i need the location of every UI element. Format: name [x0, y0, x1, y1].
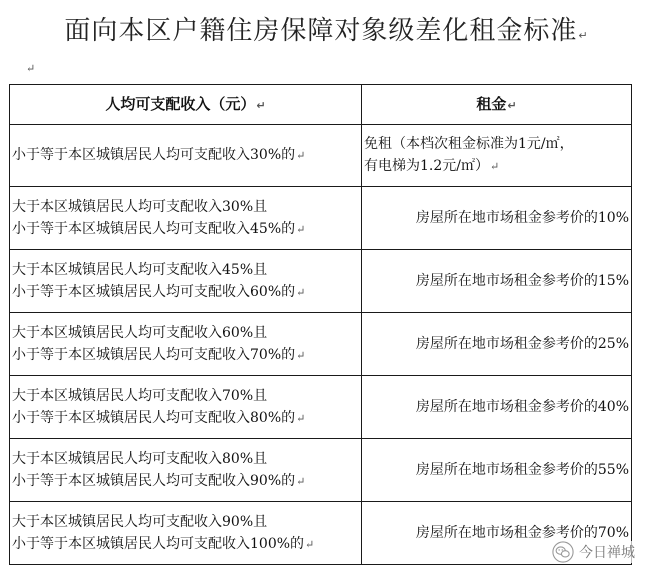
rent-cell: [362, 187, 632, 250]
rent-cell: [362, 439, 632, 502]
income-text: 小于等于本区城镇居民人均可支配收入30%的↵: [12, 147, 306, 163]
rent-cell: [362, 125, 632, 187]
table-row: [10, 502, 632, 565]
header-rent-label: 租金: [476, 94, 507, 113]
rent-cell: [362, 250, 632, 313]
rent-text: 房屋所在地市场租金参考价的25%: [415, 336, 629, 352]
title-text: 面向本区户籍住房保障对象级差化租金标准: [64, 16, 578, 46]
watermark-text: 今日禅城: [579, 545, 635, 561]
paragraph-mark: ↵: [296, 285, 306, 299]
paragraph-mark: ↵: [256, 98, 266, 112]
income-cell: [10, 376, 362, 439]
table-body: [10, 125, 632, 565]
income-text: 大于本区城镇居民人均可支配收入30%且: [12, 198, 268, 215]
income-text: 小于等于本区城镇居民人均可支配收入90%的↵: [12, 472, 306, 489]
income-text: 大于本区城镇居民人均可支配收入45%且: [12, 261, 268, 278]
rent-text: 房屋所在地市场租金参考价的70%: [415, 525, 629, 541]
table-row: [10, 125, 632, 187]
rent-text: 房屋所在地市场租金参考价的55%: [415, 462, 629, 478]
table-row: [10, 376, 632, 439]
paragraph-mark: ↵: [296, 474, 306, 488]
rent-text: 房屋所在地市场租金参考价的40%: [415, 399, 629, 415]
income-cell: [10, 502, 362, 565]
income-text: 小于等于本区城镇居民人均可支配收入45%的↵: [12, 220, 306, 237]
paragraph-mark: ↵: [305, 537, 315, 551]
table-row: [10, 439, 632, 502]
table-row: [10, 187, 632, 250]
income-text: 大于本区城镇居民人均可支配收入80%且: [12, 450, 268, 467]
rent-text: 免租（本档次租金标准为1元/㎡，: [364, 136, 574, 152]
wechat-watermark: [552, 541, 635, 563]
document-title: [0, 10, 653, 47]
paragraph-mark: ↵: [489, 160, 500, 173]
rent-text: 房屋所在地市场租金参考价的15%: [415, 273, 629, 289]
income-cell: [10, 313, 362, 376]
income-cell: [10, 187, 362, 250]
paragraph-mark: ↵: [507, 98, 517, 112]
income-text: 小于等于本区城镇居民人均可支配收入80%的↵: [12, 409, 306, 426]
income-text: 小于等于本区城镇居民人均可支配收入100%的↵: [12, 535, 315, 552]
income-text: 大于本区城镇居民人均可支配收入90%且: [12, 513, 268, 530]
table-row: [10, 313, 632, 376]
income-text: 小于等于本区城镇居民人均可支配收入60%的↵: [12, 283, 306, 300]
paragraph-mark: ↵: [578, 29, 589, 42]
paragraph-mark: ↵: [296, 348, 306, 362]
paragraph-mark: ↵: [296, 411, 306, 425]
header-income-label: 人均可支配收入（元）: [105, 94, 256, 113]
empty-paragraph-mark: ↵: [26, 62, 36, 75]
rent-text: 有电梯为1.2元/㎡）↵: [364, 158, 500, 174]
paragraph-mark: ↵: [296, 149, 306, 162]
header-income: [10, 85, 362, 125]
income-text: 小于等于本区城镇居民人均可支配收入70%的↵: [12, 346, 306, 363]
wechat-icon: [552, 541, 574, 563]
income-cell: [10, 439, 362, 502]
table-row: [10, 250, 632, 313]
paragraph-mark: ↵: [296, 222, 306, 236]
rent-standard-table: [9, 84, 632, 565]
table-header-row: [10, 85, 632, 125]
income-text: 大于本区城镇居民人均可支配收入70%且: [12, 387, 268, 404]
income-text: 大于本区城镇居民人均可支配收入60%且: [12, 324, 268, 341]
rent-text: 房屋所在地市场租金参考价的10%: [415, 210, 629, 226]
rent-cell: [362, 313, 632, 376]
header-rent: [362, 85, 632, 125]
income-cell: [10, 125, 362, 187]
rent-cell: [362, 376, 632, 439]
income-cell: [10, 250, 362, 313]
